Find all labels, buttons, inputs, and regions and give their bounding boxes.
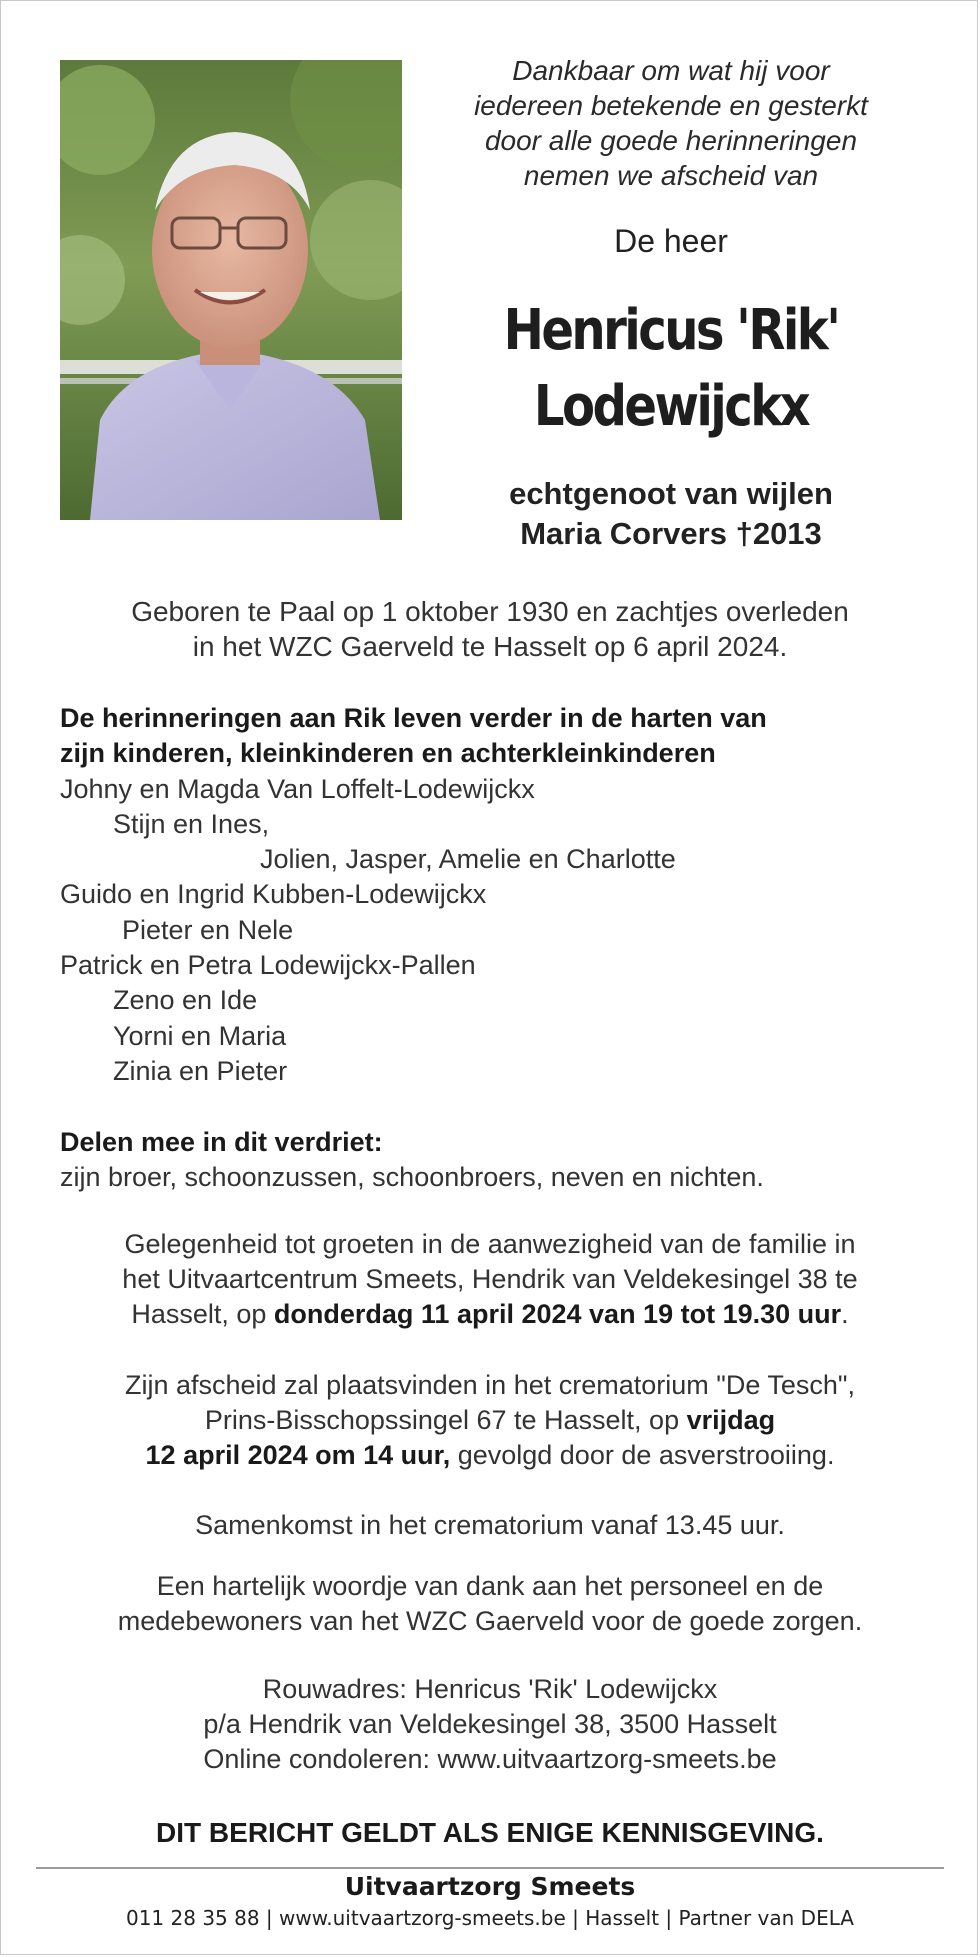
visitation-line: het Uitvaartcentrum Smeets, Hendrik van Veldekesingel 38 te <box>122 1264 858 1294</box>
farewell-date: vrijdag <box>686 1405 776 1435</box>
thanks-line: Een hartelijk woordje van dank aan het personeel en de <box>156 1571 824 1601</box>
gathering-info: Samenkomst in het crematorium vanaf 13.45 uur. <box>195 1510 785 1540</box>
family-member: Pieter en Nele <box>122 914 294 945</box>
portrait-image <box>60 60 402 520</box>
farewell-text: gevolgd door de asverstrooiing. <box>450 1440 835 1470</box>
intro-text <box>431 53 911 193</box>
family-member: Stijn en Ines, <box>113 808 270 839</box>
visitation-line <box>1 1297 978 1332</box>
farewell-text: Prins-Bisschopssingel 67 te Hasselt, op <box>204 1405 687 1435</box>
intro-line: iedereen betekende en gesterkt <box>474 90 868 121</box>
visitation-info <box>1 1227 978 1332</box>
visitation-line: Gelegenheid tot groeten in de aanwezigheid van de familie in <box>124 1229 856 1259</box>
family-member: Guido en Ingrid Kubben-Lodewijckx <box>60 879 487 910</box>
honorific: De heer <box>614 223 728 259</box>
name-line: Henricus 'Rik' <box>503 298 839 363</box>
thanks-line: medebewoners van het WZC Gaerveld voor de goede zorgen. <box>117 1606 863 1636</box>
address-line: Online condoleren: www.uitvaartzorg-smeets.be <box>203 1744 777 1774</box>
spouse-info <box>431 474 911 554</box>
spouse-line: echtgenoot van wijlen <box>509 476 833 511</box>
family-member: Zinia en Pieter <box>113 1055 288 1086</box>
farewell-line <box>1 1403 978 1438</box>
farewell-info <box>1 1368 978 1473</box>
visitation-text: Hasselt, op <box>131 1299 274 1329</box>
family-member: Zeno en Ide <box>113 985 258 1016</box>
share-heading: Delen mee in dit verdriet: <box>60 1127 383 1157</box>
funeral-home-name: Uitvaartzorg Smeets <box>344 1872 636 1901</box>
family-member: Johny en Magda Van Loffelt-Lodewijckx <box>60 773 535 804</box>
family-heading: zijn kinderen, kleinkinderen en achterkleinkinderen <box>60 738 716 769</box>
born-line: Geboren te Paal op 1 oktober 1930 en zachtjes overleden <box>131 596 849 627</box>
birth-death-info <box>1 594 978 664</box>
family-heading: De herinneringen aan Rik leven verder in de harten van <box>60 703 767 733</box>
family-member: Patrick en Petra Lodewijckx-Pallen <box>60 950 476 981</box>
share-section <box>60 1125 940 1195</box>
visitation-date: donderdag 11 april 2024 van 19 tot 19.30 uur <box>273 1299 842 1329</box>
intro-line: Dankbaar om wat hij voor <box>512 55 830 86</box>
family-member: Jolien, Jasper, Amelie en Charlotte <box>260 844 676 875</box>
family-section <box>60 701 940 1089</box>
farewell-date: 12 april 2024 om 14 uur, <box>145 1440 451 1470</box>
family-member: Yorni en Maria <box>113 1020 287 1051</box>
farewell-line <box>1 1438 978 1473</box>
intro-line: nemen we afscheid van <box>523 160 819 191</box>
visitation-text: . <box>841 1299 849 1329</box>
spouse-line: Maria Corvers †2013 <box>520 516 822 551</box>
portrait-photo <box>60 60 402 520</box>
intro-line: door alle goede herinneringen <box>484 125 858 156</box>
divider <box>36 1867 944 1869</box>
share-text: zijn broer, schoonzussen, schoonbroers, neven en nichten. <box>60 1162 764 1192</box>
thanks-text <box>1 1569 978 1639</box>
address-info <box>1 1672 978 1777</box>
notice-text: DIT BERICHT GELDT ALS ENIGE KENNISGEVING. <box>156 1817 824 1848</box>
address-line: p/a Hendrik van Veldekesingel 38, 3500 Hasselt <box>203 1709 777 1739</box>
farewell-line: Zijn afscheid zal plaatsvinden in het crematorium "De Tesch", <box>124 1370 855 1400</box>
footer-contact: 011 28 35 88 | www.uitvaartzorg-smeets.be | Hasselt | Partner van DELA <box>125 1906 854 1930</box>
born-line: in het WZC Gaerveld te Hasselt op 6 april 2024. <box>192 631 788 662</box>
name-line: Lodewijckx <box>533 374 809 439</box>
address-line: Rouwadres: Henricus 'Rik' Lodewijckx <box>262 1674 718 1704</box>
deceased-name <box>465 293 878 445</box>
